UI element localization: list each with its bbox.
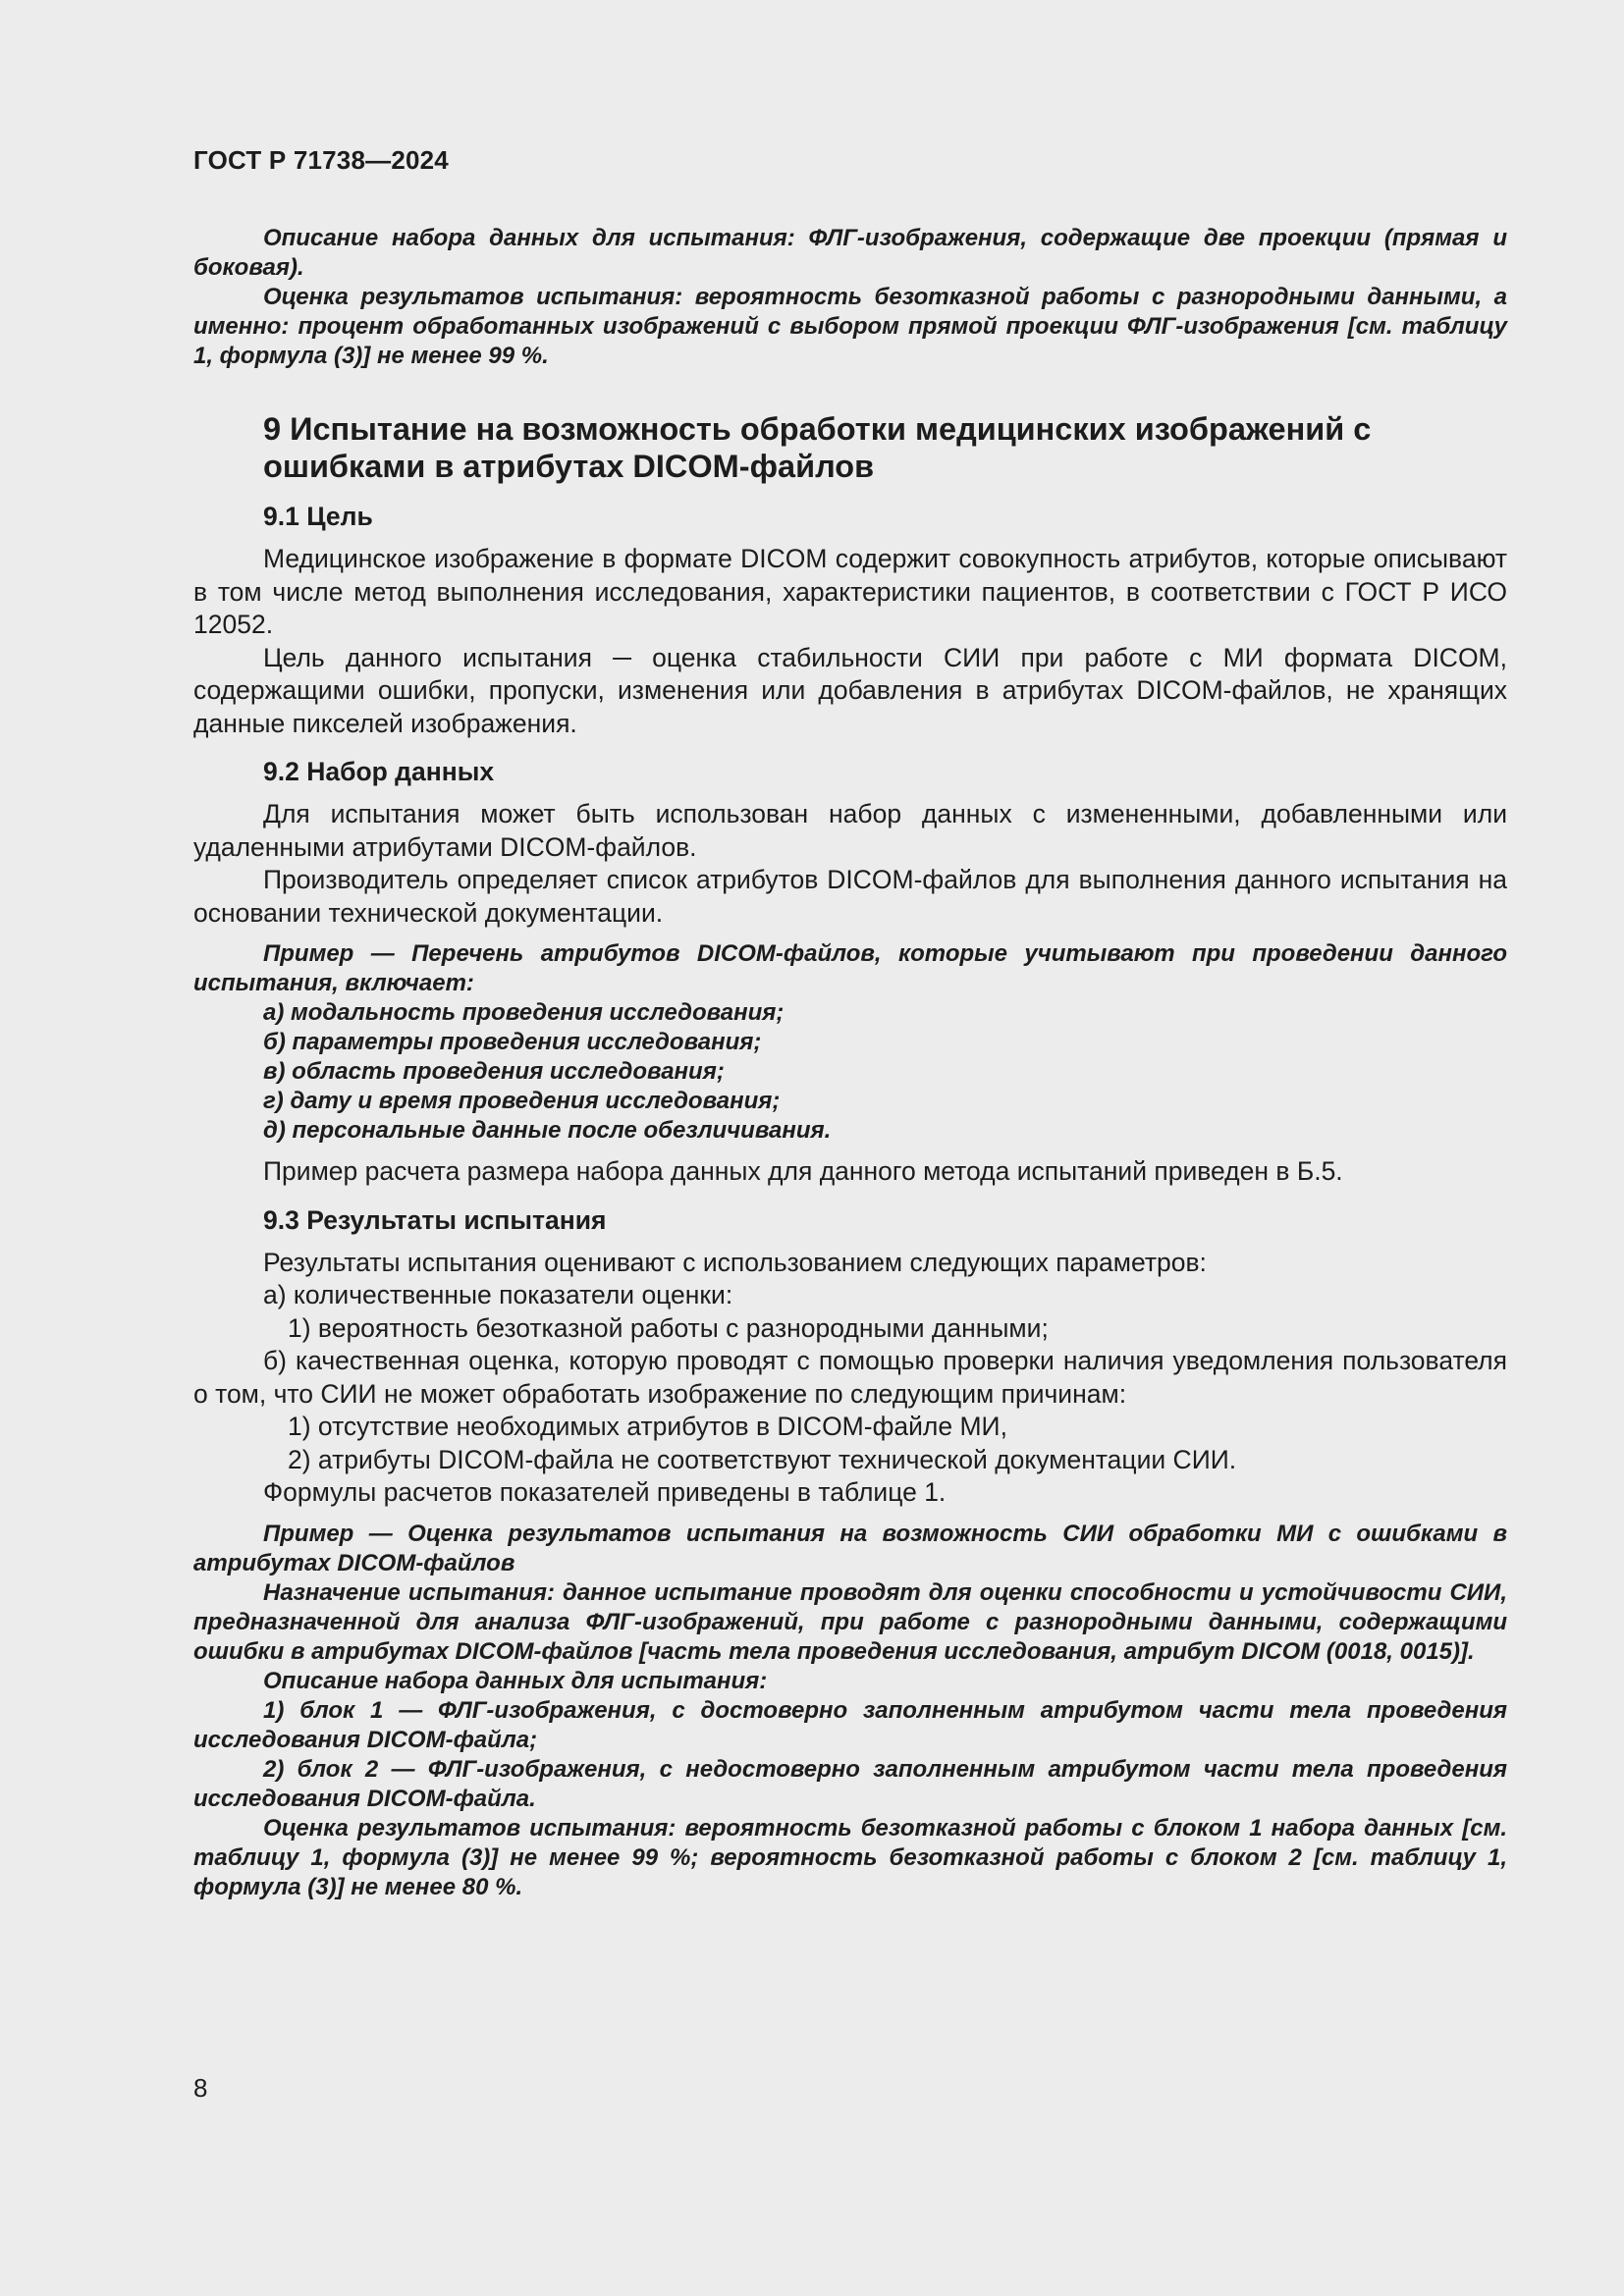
- list-item: б) параметры проведения исследования;: [263, 1029, 762, 1055]
- paragraph: Медицинское изображение в формате DICOM содержит совокупность атрибутов, которые описывают в том числе метод выполнения исследования, характеристики пациентов, в соответствии с ГОСТ Р ИСО 12052.: [193, 544, 1507, 639]
- example-purpose: Назначение испытания: данное испытание проводят для оценки способности и устойчивости СИИ, предназначенной для анализа ФЛГ-изображений, при работе с разнородными данными, содержащими ошибки в атрибутах DICOM-файлов [часть тела проведения исследования, атрибут DICOM (0018, 0015)].: [193, 1578, 1507, 1665]
- paragraph: а) количественные показатели оценки:: [263, 1280, 733, 1309]
- list-item: д) персональные данные после обезличивания.: [263, 1117, 832, 1144]
- list-item: а) модальность проведения исследования;: [263, 999, 785, 1026]
- list-item: г) дату и время проведения исследования;: [263, 1088, 781, 1114]
- example-intro: Пример — Перечень атрибутов DICOM-файлов, которые учитывают при проведении данного испытания, включает:: [193, 940, 1507, 996]
- section-9-1-title: 9.1 Цель: [263, 502, 373, 531]
- paragraph: Результаты испытания оценивают с использованием следующих параметров:: [263, 1247, 1207, 1277]
- list-item: в) область проведения исследования;: [263, 1058, 725, 1085]
- page-content: [193, 224, 1507, 1902]
- page-number: 8: [193, 2073, 208, 2103]
- list-item: 1) вероятность безотказной работы с разнородными данными;: [288, 1312, 1049, 1343]
- example-evaluation: Оценка результатов испытания: вероятность безотказной работы с блоком 1 набора данных [см. таблицу 1, формула (3)] не менее 99 %; вероятность безотказной работы с блоком 2 [см. таблицу 1, формула (3)] не менее 80 %.: [193, 1814, 1507, 1900]
- section-9-3-title: 9.3 Результаты испытания: [263, 1204, 607, 1235]
- section-9-2-title: 9.2 Набор данных: [263, 757, 495, 786]
- section-9-title: 9 Испытание на возможность обработки медицинских изображений с ошибками в атрибутах DICOM-файлов: [263, 411, 1372, 484]
- paragraph: Пример расчета размера набора данных для данного метода испытаний приведен в Б.5.: [263, 1156, 1343, 1186]
- paragraph: б) качественная оценка, которую проводят с помощью проверки наличия уведомления пользователя о том, что СИИ не может обработать изображение по следующим причинам:: [193, 1346, 1507, 1409]
- example-block-1: 1) блок 1 — ФЛГ-изображения, с достоверно заполненным атрибутом части тела проведения исследования DICOM-файла;: [193, 1696, 1507, 1753]
- paragraph: Формулы расчетов показателей приведены в таблице 1.: [263, 1477, 947, 1507]
- paragraph: Для испытания может быть использован набор данных с измененными, добавленными или удаленными атрибутами DICOM-файлов.: [193, 799, 1507, 862]
- list-item: 2) атрибуты DICOM-файла не соответствуют технической документации СИИ.: [288, 1444, 1237, 1474]
- paragraph: Производитель определяет список атрибутов DICOM-файлов для выполнения данного испытания на основании технической документации.: [193, 865, 1507, 928]
- result-evaluation: Оценка результатов испытания: вероятность безотказной работы с разнородными данными, а именно: процент обработанных изображений с выбором прямой проекции ФЛГ-изображения [см. таблицу 1, формула (3)] не менее 99 %.: [193, 284, 1507, 369]
- example-block-2: 2) блок 2 — ФЛГ-изображения, с недостоверно заполненным атрибутом части тела проведения исследования DICOM-файла.: [193, 1755, 1507, 1812]
- example-dataset: Описание набора данных для испытания:: [263, 1667, 768, 1694]
- paragraph: Цель данного испытания ─ оценка стабильности СИИ при работе с МИ формата DICOM, содержащими ошибки, пропуски, изменения или добавления в атрибутах DICOM-файлов, не хранящих данные пикселей изображения.: [193, 642, 1507, 738]
- dataset-description: Описание набора данных для испытания: ФЛГ-изображения, содержащие две проекции (прямая и боковая).: [193, 225, 1507, 281]
- list-item: 1) отсутствие необходимых атрибутов в DICOM-файле МИ,: [288, 1412, 1007, 1441]
- example-title: Пример — Оценка результатов испытания на возможность СИИ обработки МИ с ошибками в атрибутах DICOM-файлов: [193, 1520, 1507, 1576]
- document-id: ГОСТ Р 71738—2024: [193, 145, 449, 175]
